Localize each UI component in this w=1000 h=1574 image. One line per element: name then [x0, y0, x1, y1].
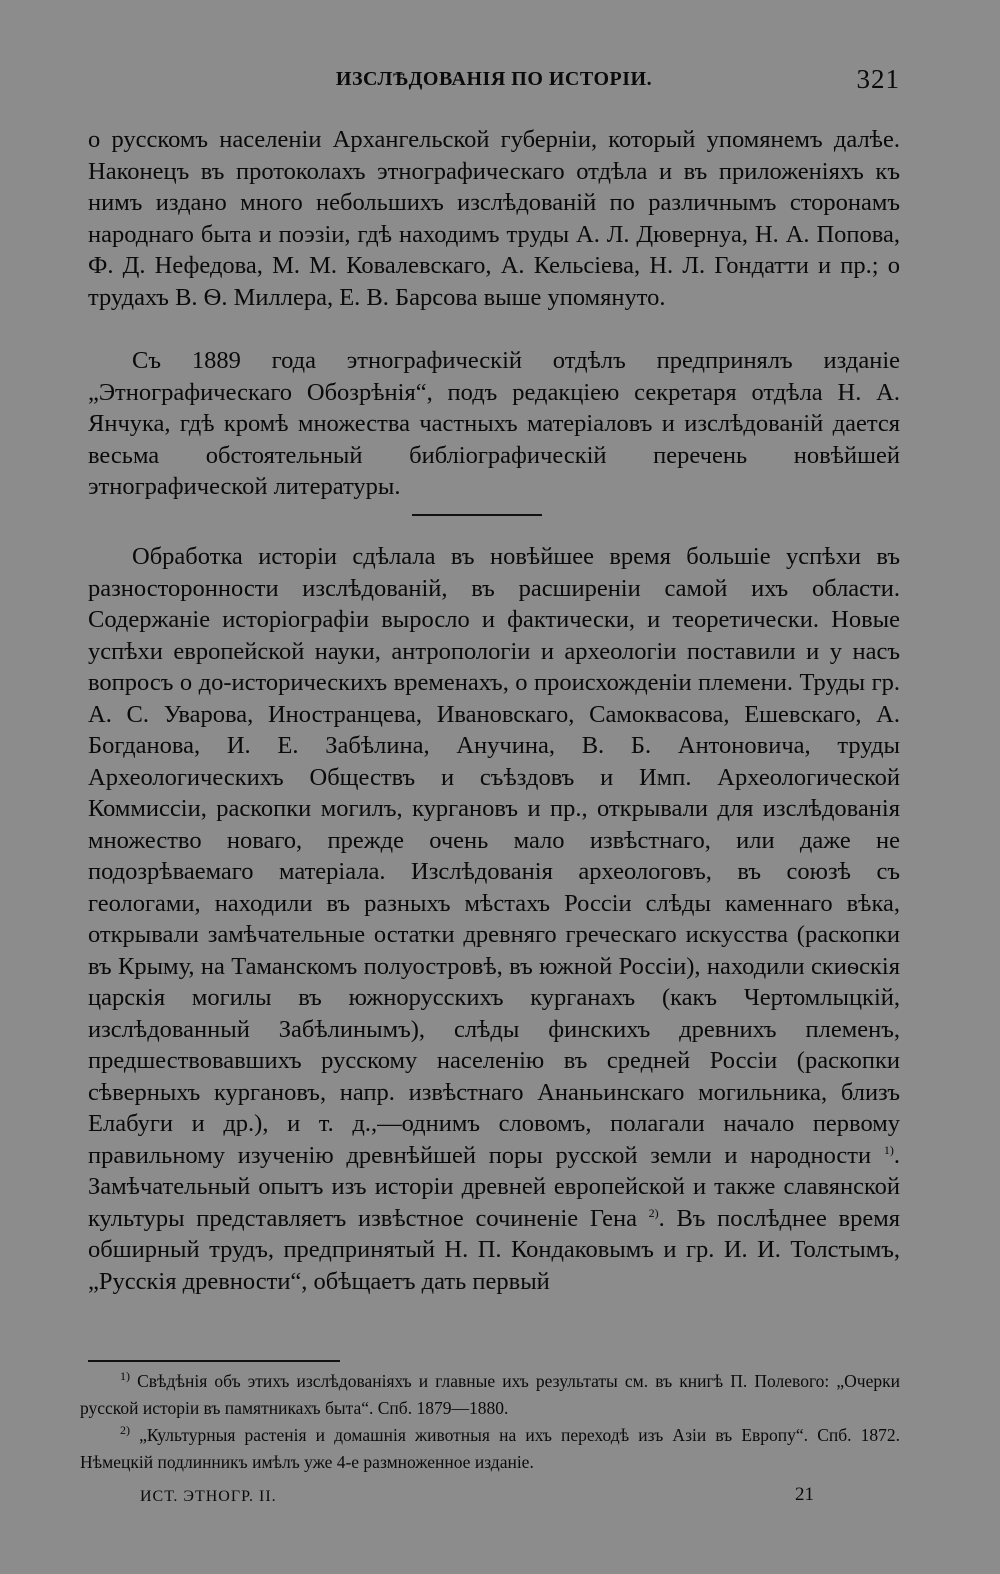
- footnote-2: [80, 1422, 900, 1476]
- footnote-ref-1[interactable]: 1): [883, 1142, 894, 1157]
- footnote-ref-2[interactable]: 2): [648, 1205, 659, 1220]
- section-separator: [412, 514, 542, 516]
- printer-signature: ИСТ. ЭТНОГР. II.: [140, 1488, 277, 1505]
- paragraph-history-processing: [88, 541, 900, 1297]
- footnote-text: Свѣдѣнія объ этихъ изслѣдованіяхъ и главные ихъ результаты см. въ книгѣ П. Полевого: „Очерки русской исторіи въ памятникахъ быта“. Спб. 1879—1880.: [80, 1371, 900, 1418]
- paragraph-segment: Обработка исторіи сдѣлала въ новѣйшее время большіе успѣхи въ разносторонности изслѣдованій, въ расширеніи самой ихъ области. Содержаніе исторіографіи выросло и фактически, и теоретически. Новые успѣхи европейской науки, антропологіи и археологіи поставили и у насъ вопросъ о до-историческихъ временахъ, о происхожденіи племени. Труды гр. А. С. Уварова, Иностранцева, Ивановскаго, Самоквасова, Ешевскаго, А. Богданова, И. Е. Забѣлина, Анучина, В. Б. Антоновича, труды Археологическихъ Обществъ и съѣздовъ и Имп. Археологической Коммиссіи, раскопки могилъ, кургановъ и пр., открывали для изслѣдованія множество новаго, прежде очень мало извѣстнаго, или даже не подозрѣваемаго матеріала. Изслѣдованія археологовъ, въ союзѣ съ геологами, находили въ разныхъ мѣстахъ Россіи слѣды каменнаго вѣка, открывали замѣчательные остатки древняго греческаго искусства (раскопки въ Крыму, на Таманскомъ полуостровѣ, въ южной Россіи), находили скиѳскія царскія могилы въ южнорусскихъ курганахъ (какъ Чертомлыцкій, изслѣдованный Забѣлинымъ), слѣды финскихъ древнихъ племенъ, предшествовавшихъ русскому населенію въ средней Россіи (раскопки сѣверныхъ кургановъ, напр. извѣстнаго Ананьинскаго могильника, близъ Елабуги и др.), и т. д.,—однимъ словомъ, полагали начало первому правильному изученію древнѣйшей поры русской земли и народности: [88, 543, 900, 1169]
- footnote-rule: [88, 1360, 340, 1362]
- paragraph-segment: Замѣчательный опытъ изъ исторіи древней европейской и также славянской культуры представляетъ извѣстное сочиненіе Гена: [88, 1173, 900, 1232]
- paragraph-segment: Въ послѣднее время обширный трудъ, предпринятый Н. П. Кондаковымъ и гр. И. И. Толстымъ, „Русскія древности“, обѣщаетъ дать первый: [88, 1204, 900, 1295]
- paragraph-text: Обработка исторіи сдѣлала въ новѣйшее время большіе успѣхи въ разносторонности изслѣдованій, въ расширеніи самой ихъ области. Содержаніе исторіографіи выросло и фактически, и теоретически. Новые успѣхи европейской науки, антропологіи и археологіи поставили и у насъ вопросъ о до-историческихъ временахъ, о происхожденіи племени. Труды гр. А. С. Уварова, Иностранцева, Ивановскаго, Самоквасова, Ешевскаго, А. Богданова, И. Е. Забѣлина, Анучина, В. Б. Антоновича, труды Археологическихъ Обществъ и съѣздовъ и Имп. Археологической Коммиссіи, раскопки могилъ, кургановъ и пр., открывали для изслѣдованія множество новаго, прежде очень мало извѣстнаго, или даже не подозрѣваемаго матеріала. Изслѣдованія археологовъ, въ союзѣ съ геологами, находили въ разныхъ мѣстахъ Россіи слѣды каменнаго вѣка, открывали замѣчательные остатки древняго греческаго искусства (раскопки въ Крыму, на Таманскомъ полуостровѣ, въ южной Россіи), находили скиѳскія царскія могилы въ южнорусскихъ курганахъ (какъ Чертомлыцкій, изслѣдованный Забѣлинымъ), слѣды финскихъ древнихъ племенъ, предшествовавшихъ русскому населенію въ средней Россіи (раскопки сѣверныхъ кургановъ, напр. извѣстнаго Ананьинскаго могильника, близъ Елабуги и др.), и т. д.,—однимъ словомъ, полагали начало первому правильному изученію древнѣйшей поры русской земли и народности $^{1)}$. Замѣчательный опытъ изъ исторіи древней европейской и также славянской культуры представляетъ извѣстное сочиненіе Гена $^{2)}$. Въ послѣднее время обширный трудъ, предпринятый Н. П. Кондаковымъ и гр. И. И. Толстымъ, „Русскія древности“, обѣщаетъ дать первый: [88, 543, 900, 1295]
- paragraph-text: о русскомъ населеніи Архангельской губерніи, который упомянемъ далѣе. Наконецъ въ протоколахъ этнографическаго отдѣла и въ приложеніяхъ къ нимъ издано много небольшихъ изслѣдованій по различнымъ сторонамъ народнаго быта и поэзіи, гдѣ находимъ труды А. Л. Дювернуа, Н. А. Попова, Ф. Д. Нефедова, М. М. Ковалевскаго, А. Кельсіева, Н. Л. Гондатти и пр.; о трудахъ В. Ѳ. Миллера, Е. В. Барсова выше упомянуто.: [88, 126, 900, 311]
- paragraph-etnograficheskoe-obozrenie: [88, 345, 900, 503]
- paragraph-continued: [88, 124, 900, 313]
- page-footer: [140, 1484, 860, 1514]
- paragraph-text: Съ 1889 года этнографическій отдѣлъ предпринялъ изданіе „Этнографическаго Обозрѣнія“, подъ редакціею секретаря отдѣла Н. А. Янчука, гдѣ кромѣ множества частныхъ матеріаловъ и изслѣдованій дается весьма обстоятельный библіографическій перечень новѣйшей этнографической литературы.: [88, 347, 900, 500]
- footnote-1: [80, 1368, 900, 1422]
- footnote-mark: 2): [120, 1423, 130, 1438]
- sheet-number: 21: [795, 1484, 814, 1505]
- page-number: 321: [856, 64, 900, 94]
- running-title: ИЗСЛѢДОВАНІЯ ПО ИСТОРІИ.: [335, 68, 653, 90]
- page-header: [88, 64, 900, 100]
- footnotes: [80, 1368, 900, 1476]
- footnote-mark: 1): [120, 1369, 130, 1384]
- footnote-text: „Культурныя растенія и домашнія животныя на ихъ переходѣ изъ Азіи въ Европу“. Спб. 1872. Нѣмецкій подлинникъ имѣлъ уже 4-е размноженное изданіе.: [80, 1425, 901, 1472]
